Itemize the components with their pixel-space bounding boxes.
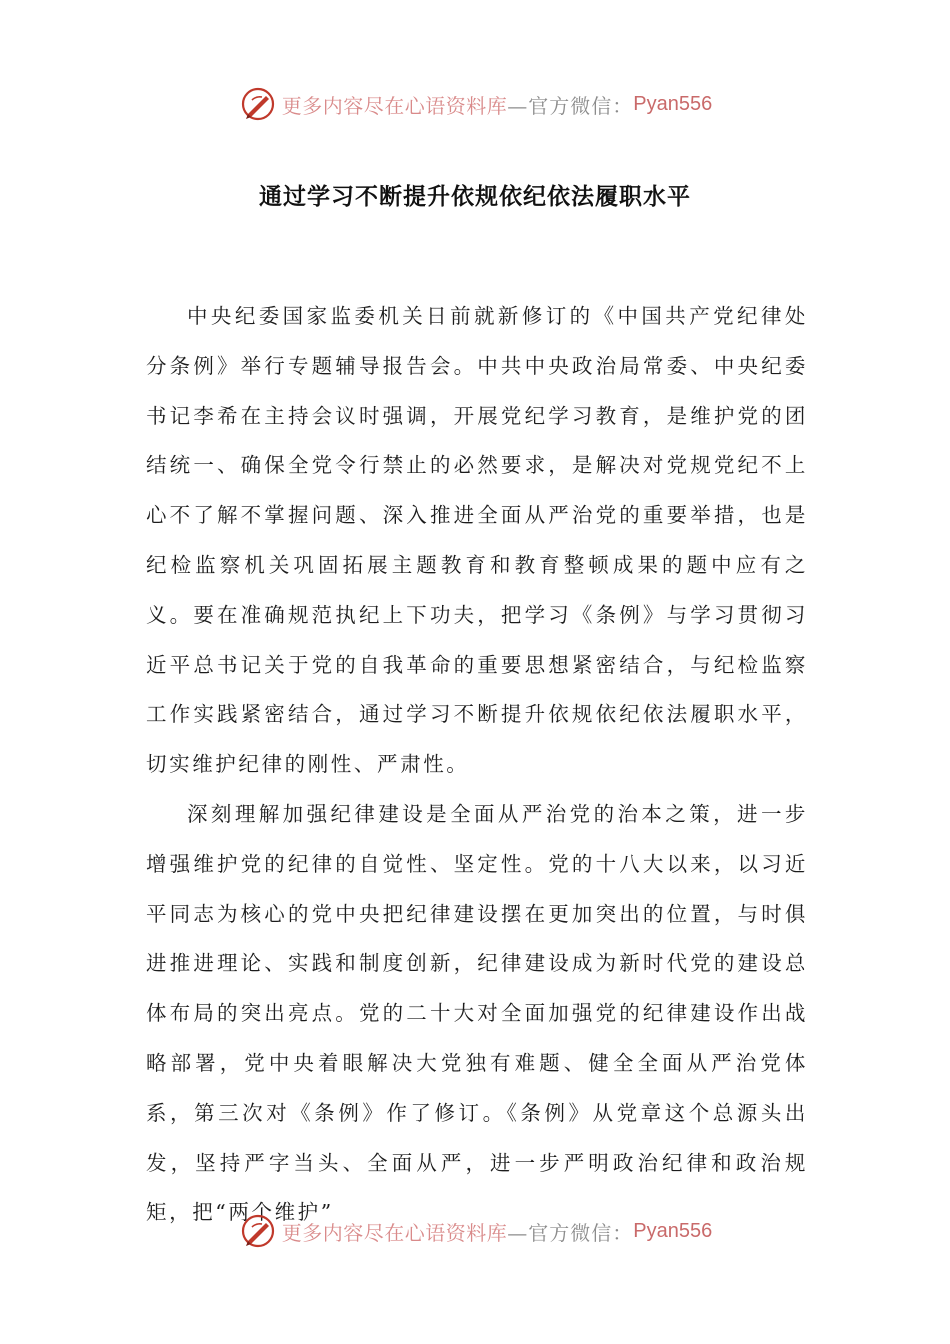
banner-wechat-id: Pyan556 bbox=[633, 92, 713, 115]
footer-banner bbox=[0, 1209, 950, 1253]
pen-logo-icon bbox=[238, 84, 278, 124]
document-title: 通过学习不断提升依规依纪依法履职水平 bbox=[259, 183, 691, 210]
banner-dash-text: —官方微信： bbox=[507, 1220, 634, 1245]
banner-site-text: 更多内容尽在心语资料库 bbox=[281, 1220, 508, 1245]
paragraph: 中央纪委国家监委机关日前就新修订的《中国共产党纪律处分条例》举行专题辅导报告会。中共中央政治局常委、中央纪委书记李希在主持会议时强调，开展党纪学习教育，是维护党的团结统一、确保全党令行禁止的必然要求，是解决对党规党纪不上心不了解不掌握问题、深入推进全面从严治党的重要举措，也是纪检监察机关巩固拓展主题教育和教育整顿成果的题中应有之义。要在准确规范执纪上下功夫，把学习《条例》与学习贯彻习近平总书记关于党的自我革命的重要思想紧密结合，与纪检监察工作实践紧密结合，通过学习不断提升依规依纪依法履职水平，切实维护纪律的刚性、严肃性。 bbox=[146, 304, 808, 777]
header-banner bbox=[0, 82, 950, 126]
banner-wechat-id: Pyan556 bbox=[633, 1219, 713, 1242]
document-body bbox=[146, 292, 808, 1238]
pen-logo-icon bbox=[238, 1211, 278, 1251]
banner-site-text: 更多内容尽在心语资料库 bbox=[281, 93, 508, 118]
banner-dash-text: —官方微信： bbox=[507, 93, 634, 118]
paragraph: 深刻理解加强纪律建设是全面从严治党的治本之策，进一步增强维护党的纪律的自觉性、坚定性。党的十八大以来，以习近平同志为核心的党中央把纪律建设摆在更加突出的位置，与时俱进推进理论、实践和制度创新，纪律建设成为新时代党的建设总体布局的突出亮点。党的二十大对全面加强党的纪律建设作出战略部署，党中央着眼解决大党独有难题、健全全面从严治党体系，第三次对《条例》作了修订。《条例》从党章这个总源头出发，坚持严字当头、全面从严，进一步严明政治纪律和政治规矩，把“两个维护” bbox=[146, 801, 808, 1225]
